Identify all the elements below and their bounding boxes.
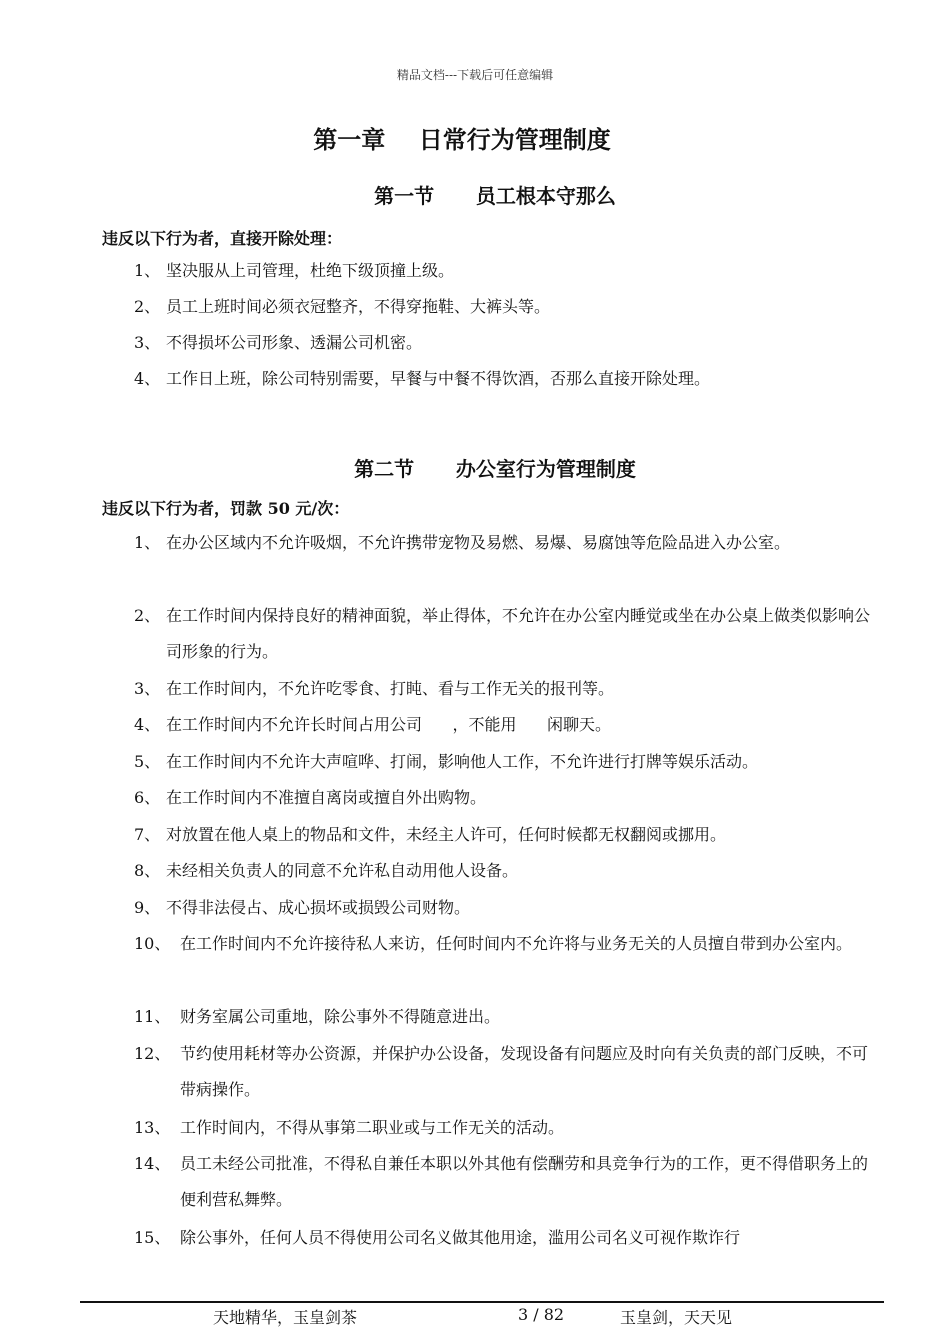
item-number: 1、 <box>134 533 161 552</box>
item-text: 对放置在他人桌上的物品和文件，未经主人许可，任何时候都无权翻阅或挪用。 <box>166 825 727 844</box>
item-text: 财务室属公司重地，除公事外不得随意进出。 <box>180 1007 501 1026</box>
item-text: 不得损坏公司形象、透漏公司机密。 <box>166 333 423 352</box>
item-text: 员工上班时间必须衣冠整齐，不得穿拖鞋、大裤头等。 <box>166 297 551 316</box>
item-text: 除公事外，任何人员不得使用公司名义做其他用途，滥用公司名义可视作欺诈行 <box>180 1228 741 1247</box>
item-text: 坚决服从上司管理，杜绝下级顶撞上级。 <box>166 261 455 280</box>
list-item <box>134 361 874 397</box>
item-text: 在工作时间内不允许接待私人来访，任何时间内不允许将与业务无关的人员擅自带到办公室内。 <box>180 934 853 953</box>
item-text: 工作时间内，不得从事第二职业或与工作无关的活动。 <box>180 1118 565 1137</box>
list-item <box>134 1036 874 1108</box>
list-item <box>134 1110 874 1146</box>
footer-right-text: 玉皇剑，天天见 <box>620 1308 733 1327</box>
item-number: 8、 <box>134 861 161 880</box>
item-number: 15、 <box>134 1228 171 1247</box>
item-number: 7、 <box>134 825 161 844</box>
footer-left-text: 天地精华，玉皇剑茶 <box>213 1308 358 1327</box>
footer-divider <box>80 1301 884 1303</box>
item-text: 在工作时间内不允许大声喧哗、打闹，影响他人工作，不允许进行打牌等娱乐活动。 <box>166 752 759 771</box>
item-number: 11、 <box>134 1007 171 1026</box>
item-text: 在办公区域内不允许吸烟，不允许携带宠物及易燃、易爆、易腐蚀等危险品进入办公室。 <box>166 533 791 552</box>
list-item <box>134 289 874 325</box>
section-1-title: 第一节 员工根本守那么 <box>374 184 616 208</box>
item-number: 4、 <box>134 715 161 734</box>
section-1-rule-heading: 违反以下行为者，直接开除处理： <box>102 229 343 248</box>
list-item <box>134 926 874 962</box>
item-number: 6、 <box>134 788 161 807</box>
item-text: 工作日上班，除公司特别需要，早餐与中餐不得饮酒，否那么直接开除处理。 <box>166 369 711 388</box>
list-item <box>134 744 894 780</box>
item-text: 员工未经公司批准，不得私自兼任本职以外其他有偿酬劳和具竞争行为的工作，更不得借职务上的便利营私舞弊。 <box>180 1154 869 1209</box>
list-item <box>134 525 874 561</box>
list-item <box>134 817 874 853</box>
list-item <box>134 707 874 743</box>
section-2-title: 第二节 办公室行为管理制度 <box>354 457 636 481</box>
item-number: 12、 <box>134 1044 171 1063</box>
item-number: 5、 <box>134 752 161 771</box>
list-item <box>134 253 874 289</box>
item-number: 9、 <box>134 898 161 917</box>
item-number: 3、 <box>134 333 161 352</box>
item-text: 未经相关负责人的同意不允许私自动用他人设备。 <box>166 861 519 880</box>
item-number: 1、 <box>134 261 161 280</box>
item-number: 2、 <box>134 606 161 625</box>
item-number: 10、 <box>134 934 171 953</box>
header-note: 精品文档---下载后可任意编辑 <box>396 68 554 82</box>
list-item <box>134 999 874 1035</box>
chapter-title: 第一章 日常行为管理制度 <box>313 125 611 154</box>
item-number: 4、 <box>134 369 161 388</box>
section-2-rule-heading: 违反以下行为者，罚款 50 元/次： <box>102 499 350 518</box>
item-text: 在工作时间内不准擅自离岗或擅自外出购物。 <box>166 788 487 807</box>
list-item <box>134 1220 874 1256</box>
list-item <box>134 780 874 816</box>
list-item <box>134 325 874 361</box>
item-text: 在工作时间内，不允许吃零食、打盹、看与工作无关的报刊等。 <box>166 679 615 698</box>
item-number: 2、 <box>134 297 161 316</box>
item-text: 节约使用耗材等办公资源，并保护办公设备，发现设备有问题应及时向有关负责的部门反映，不可带病操作。 <box>180 1044 869 1099</box>
list-item <box>134 1146 874 1218</box>
item-number: 3、 <box>134 679 161 698</box>
page-number: 3 / 82 <box>518 1305 565 1324</box>
list-item <box>134 890 874 926</box>
item-text: 不得非法侵占、成心损坏或损毁公司财物。 <box>166 898 471 917</box>
item-text: 在工作时间内不允许长时间占用公司 ，不能用 闲聊天。 <box>166 715 612 734</box>
list-item <box>134 598 874 670</box>
list-item <box>134 671 874 707</box>
item-number: 13、 <box>134 1118 171 1137</box>
item-number: 14、 <box>134 1154 171 1173</box>
list-item <box>134 853 874 889</box>
item-text: 在工作时间内保持良好的精神面貌，举止得体，不允许在办公室内睡觉或坐在办公桌上做类似影响公司形象的行为。 <box>166 606 871 661</box>
